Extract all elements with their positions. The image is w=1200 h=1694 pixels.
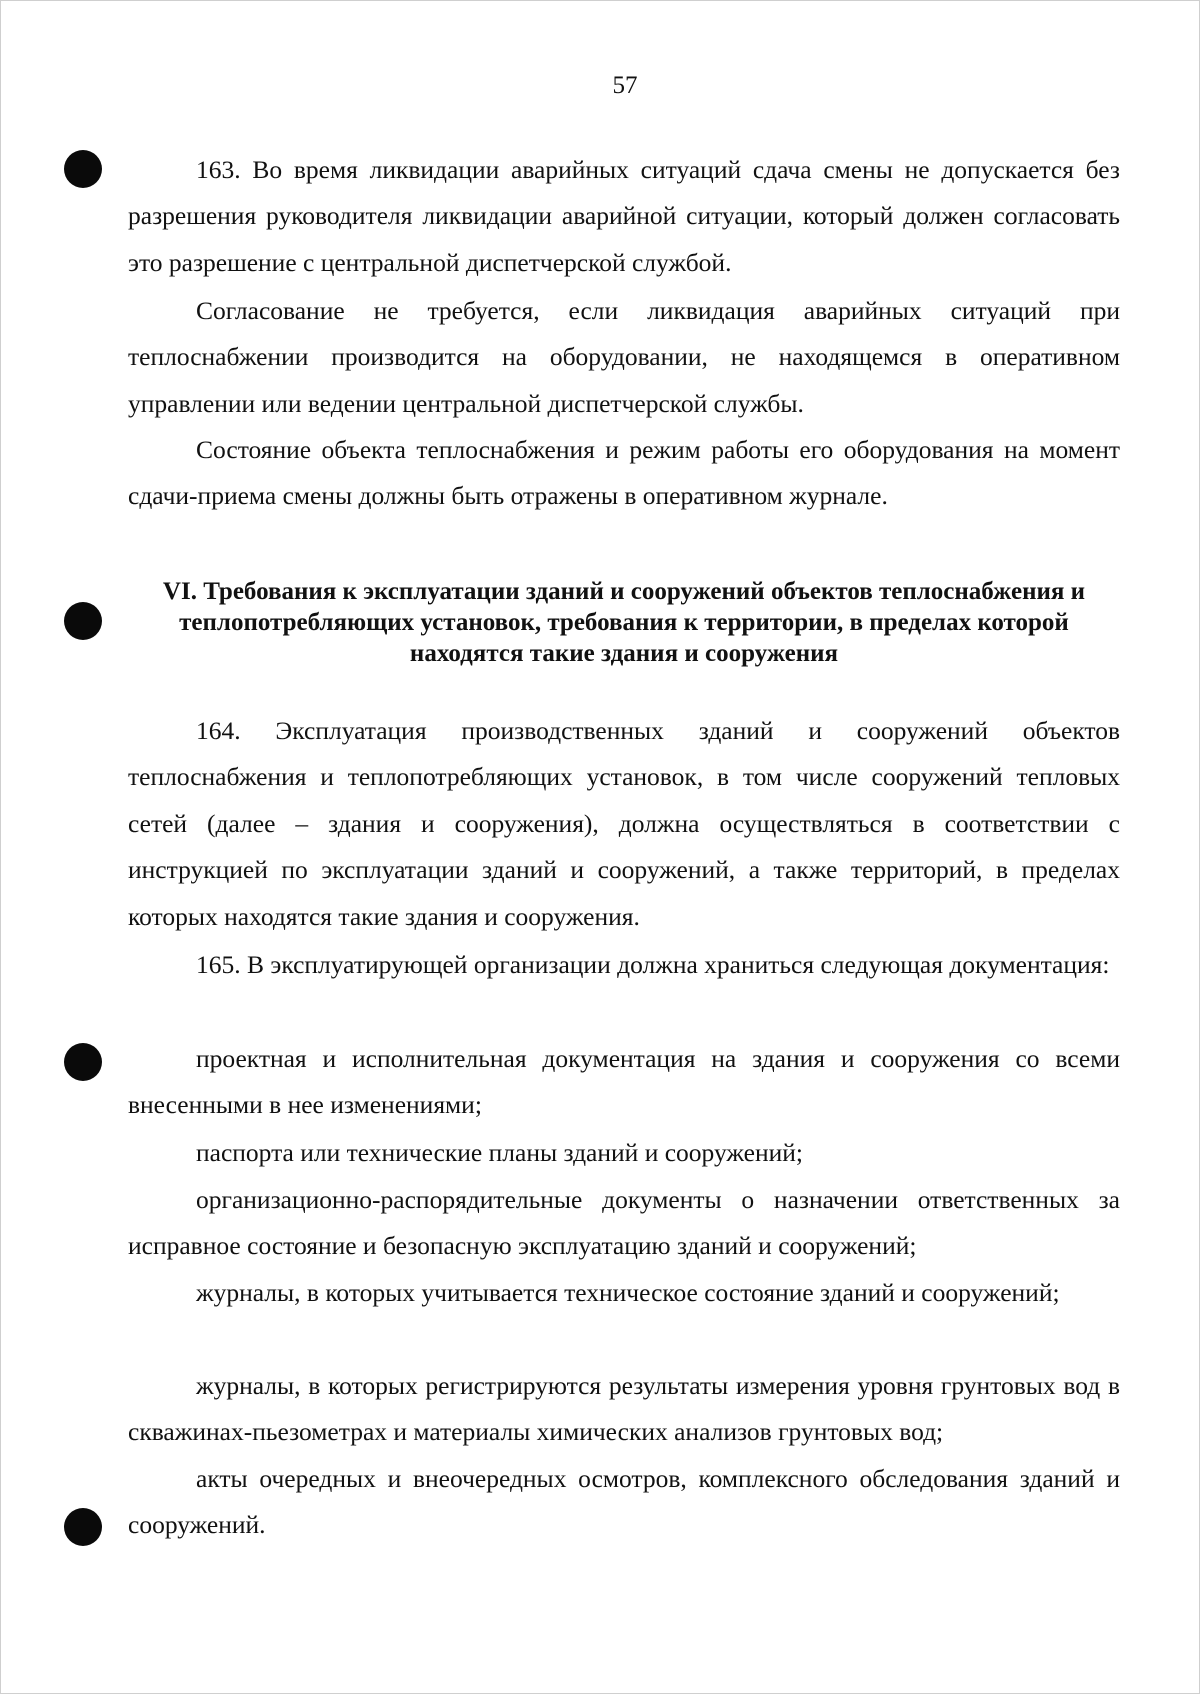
section-heading: VI. Требования к эксплуатации зданий и сооружений объектов теплоснабжения и теплопотребляющих установок, требования к территории, в пределах которой находятся такие здания и сооружения (162, 578, 1086, 667)
list-item-tech-state-logs: журналы, в которых учитывается техническое состояние зданий и сооружений; (196, 1278, 1060, 1307)
punch-hole (64, 150, 102, 188)
list-item-groundwater-logs: журналы, в которых регистрируются результаты измерения уровня грунтовых вод в скважинах-пьезометрах и материалы химических анализов грунтовых вод; (128, 1371, 1120, 1447)
list-item-org-docs: организационно-распорядительные документы о назначении ответственных за исправное состояние и безопасную эксплуатацию зданий и сооружений; (128, 1185, 1120, 1261)
list-item-project-docs: проектная и исполнительная документация на здания и сооружения со всеми внесенными в нее изменениями; (128, 1044, 1120, 1120)
punch-hole (64, 602, 102, 640)
list-item-inspection-acts: акты очередных и внеочередных осмотров, комплексного обследования зданий и сооружений. (128, 1464, 1120, 1540)
paragraph-approval: Согласование не требуется, если ликвидация аварийных ситуаций при теплоснабжении производится на оборудовании, не находящемся в оперативном управлении или ведении центральной диспетчерской службы. (128, 296, 1120, 418)
list-item-passports: паспорта или технические планы зданий и сооружений; (196, 1138, 803, 1167)
paragraph-163: 163. Во время ликвидации аварийных ситуаций сдача смены не допускается без разрешения руководителя ликвидации аварийной ситуации, который должен согласовать это разрешение с центральной диспетчерской службой. (128, 155, 1120, 277)
punch-hole (64, 1508, 102, 1546)
punch-hole (64, 1043, 102, 1081)
paragraph-165: 165. В эксплуатирующей организации должна храниться следующая документация: (196, 950, 1110, 979)
paragraph-object-state: Состояние объекта теплоснабжения и режим работы его оборудования на момент сдачи-приема смены должны быть отражены в оперативном журнале. (128, 435, 1120, 511)
page-number: 57 (612, 72, 638, 99)
paragraph-164: 164. Эксплуатация производственных зданий и сооружений объектов теплоснабжения и теплопотребляющих установок, в том числе сооружений тепловых сетей (далее – здания и сооружения), должна осуществляться в соответствии с инструкцией по эксплуатации зданий и сооружений, а также территорий, в пределах которых находятся такие здания и сооружения. (128, 716, 1120, 931)
